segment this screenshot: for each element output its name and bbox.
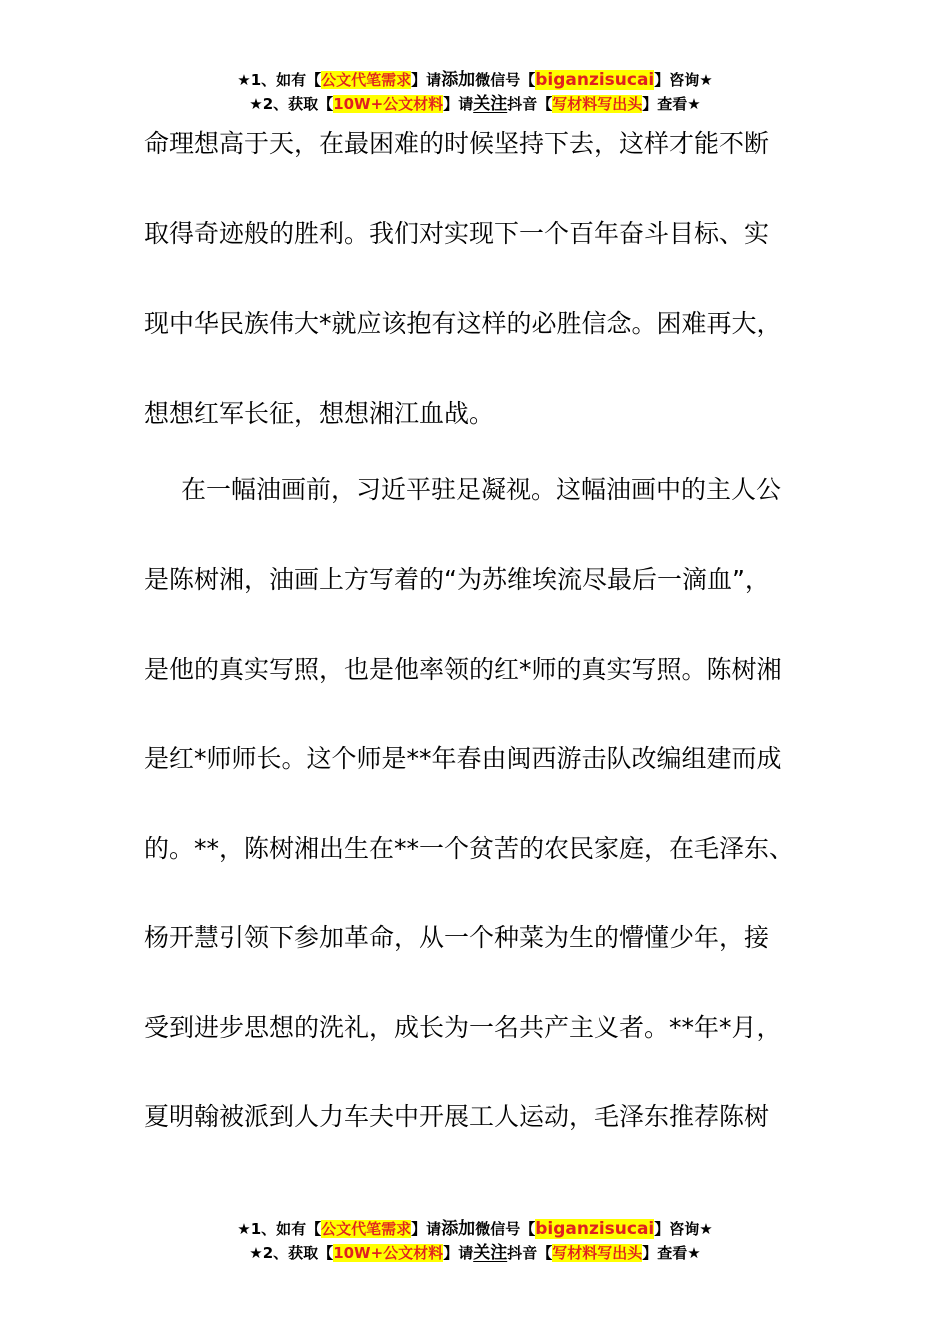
body-line: 是陈树湘，油画上方写着的“为苏维埃流尽最后一滴血”， [144,565,770,594]
banner-text: 】查看★ [642,1244,701,1262]
body-line: 杨开慧引领下参加革命，从一个种菜为生的懵懂少年，接 [144,923,770,952]
banner-text: 抖音【 [507,1244,553,1262]
banner-highlight-service: 公文代笔需求 [321,71,412,89]
banner-highlight-wechat-id: biganzisucai [535,70,655,90]
banner-text: 】请 [443,95,474,113]
banner-emphasis-follow: 关注 [473,1243,508,1263]
banner-line-2 [0,1241,950,1265]
banner-emphasis-add: 添加 [441,70,476,90]
body-line: 取得奇迹般的胜利。我们对实现下一个百年奋斗目标、实 [144,219,770,248]
body-line: 受到进步思想的洗礼，成长为一名共产主义者。**年*月， [144,1013,782,1042]
footer-banner [0,1217,950,1265]
banner-text: 抖音【 [507,95,553,113]
banner-line-1-prefix: ★1、如有【 [237,71,322,89]
banner-text: 】咨询★ [654,1220,713,1238]
banner-highlight-materials: 10W+公文材料 [333,95,444,113]
body-line: 夏明翰被派到人力车夫中开展工人运动，毛泽东推荐陈树 [144,1102,770,1131]
banner-line-1-prefix: ★1、如有【 [237,1220,322,1238]
body-line: 是他的真实写照，也是他率领的红*师的真实写照。陈树湘 [144,655,782,684]
banner-highlight-materials: 10W+公文材料 [333,1244,444,1262]
banner-text: 】请 [411,1220,442,1238]
banner-line-1 [0,68,950,92]
body-line: 现中华民族伟大*就应该抱有这样的必胜信念。困难再大， [144,309,782,338]
banner-text: 】请 [443,1244,474,1262]
banner-text: 】查看★ [642,95,701,113]
banner-text: 】咨询★ [654,71,713,89]
banner-line-2-prefix: ★2、获取【 [249,1244,334,1262]
banner-text: 】请 [411,71,442,89]
body-line: 命理想高于天，在最困难的时候坚持下去，这样才能不断 [144,129,770,158]
banner-highlight-wechat-id: biganzisucai [535,1219,655,1239]
banner-line-1 [0,1217,950,1241]
banner-highlight-service: 公文代笔需求 [321,1220,412,1238]
paragraph-start-line: 在一幅油画前，习近平驻足凝视。这幅油画中的主人公 [181,475,782,504]
banner-line-2 [0,92,950,116]
banner-highlight-douyin: 写材料写出头 [552,1244,643,1262]
banner-emphasis-add: 添加 [441,1219,476,1239]
banner-highlight-douyin: 写材料写出头 [552,95,643,113]
banner-text: 微信号【 [475,1220,536,1238]
banner-line-2-prefix: ★2、获取【 [249,95,334,113]
body-line: 是红*师师长。这个师是**年春由闽西游击队改编组建而成 [144,744,782,773]
body-line: 的。**，陈树湘出生在**一个贫苦的农民家庭，在毛泽东、 [144,834,795,863]
banner-emphasis-follow: 关注 [473,94,508,114]
banner-text: 微信号【 [475,71,536,89]
body-line: 想想红军长征，想想湘江血战。 [144,399,495,428]
header-banner [0,68,950,116]
